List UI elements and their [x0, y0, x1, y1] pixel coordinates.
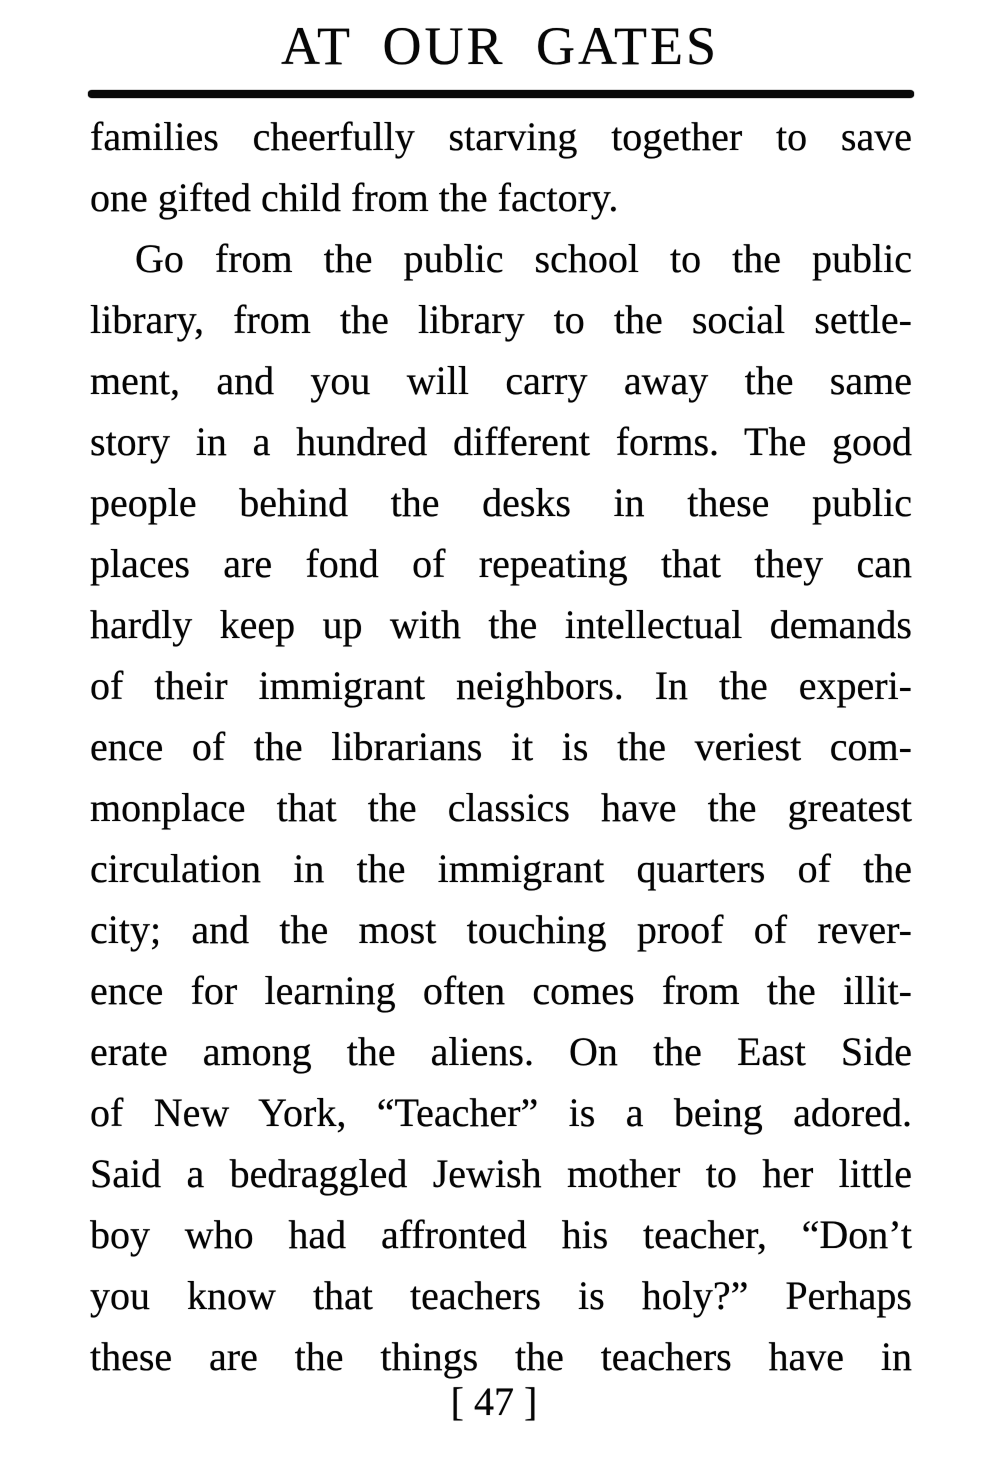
text-line: you know that teachers is holy?” Perhaps — [90, 1273, 912, 1318]
running-head-title: AT OUR GATES — [280, 16, 720, 76]
text-line: ment, and you will carry away the same — [90, 358, 912, 403]
text-line: of their immigrant neighbors. In the experi- — [90, 663, 912, 708]
text-line: circulation in the immigrant quarters of the — [90, 846, 912, 891]
text-line: boy who had affronted his teacher, “Don’t — [90, 1212, 912, 1257]
text-line: library, from the library to the social settle- — [90, 297, 912, 342]
text-line: people behind the desks in these public — [90, 480, 912, 525]
text-line: families cheerfully starving together to save — [90, 114, 912, 159]
text-line: ence of the librarians it is the veriest com- — [90, 724, 912, 769]
text-line: these are the things the teachers have in — [90, 1334, 912, 1379]
text-line: ence for learning often comes from the illit- — [90, 968, 912, 1013]
text-line: hardly keep up with the intellectual demands — [90, 602, 912, 647]
text-line: of New York, “Teacher” is a being adored. — [90, 1090, 912, 1135]
text-line: places are fond of repeating that they can — [90, 541, 912, 586]
text-line: Go from the public school to the public — [135, 236, 912, 281]
text-line: erate among the aliens. On the East Side — [90, 1029, 912, 1074]
page-number: [ 47 ] — [450, 1379, 538, 1424]
text-line: city; and the most touching proof of rever- — [90, 907, 912, 952]
text-line: one gifted child from the factory. — [90, 175, 619, 220]
header-rule-divider — [88, 90, 914, 98]
text-line: story in a hundred different forms. The good — [90, 419, 912, 464]
text-line: Said a bedraggled Jewish mother to her little — [90, 1151, 912, 1196]
text-line: monplace that the classics have the greatest — [90, 785, 912, 830]
body-text-block — [90, 106, 912, 1387]
